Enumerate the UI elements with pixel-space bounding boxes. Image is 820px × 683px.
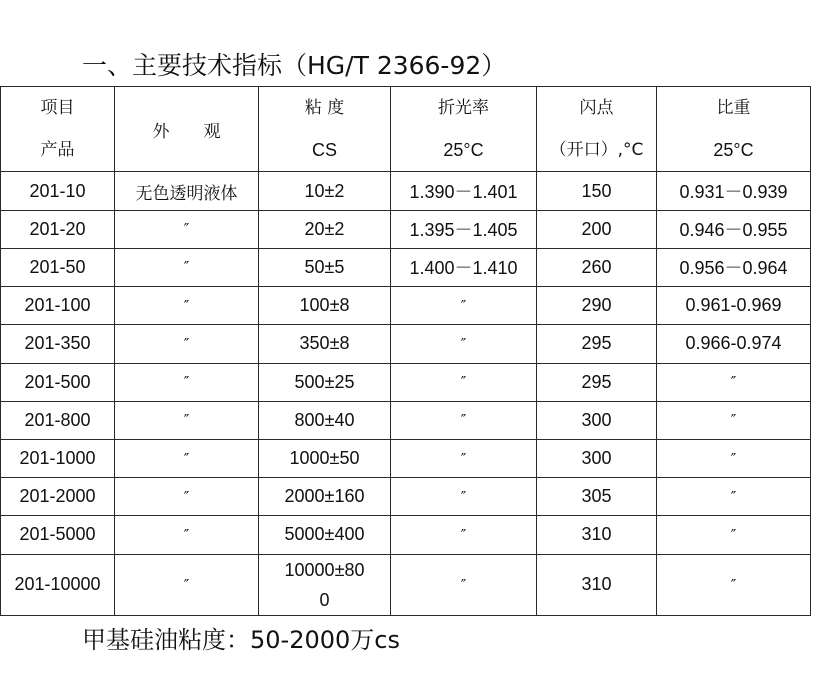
cell-viscosity: 350±8: [259, 325, 391, 363]
cell-refractive-index: ″: [391, 401, 537, 439]
header-viscosity-line-2: CS: [311, 140, 337, 161]
cell-flash-point: 260: [537, 248, 657, 286]
table-row: [1, 287, 811, 325]
cell-specific-gravity: ″: [657, 478, 811, 516]
cell-flash-point: 295: [537, 363, 657, 401]
cell-refractive-index: ″: [391, 287, 537, 325]
cell-product: 201-1000: [1, 439, 115, 477]
technical-spec-table: [0, 86, 811, 616]
cell-specific-gravity: ″: [657, 554, 811, 615]
cell-viscosity: 1000±50: [259, 439, 391, 477]
header-flash-point-line-1: 闪点: [579, 98, 614, 119]
cell-appearance: ″: [115, 363, 259, 401]
cell-viscosity: 10±2: [259, 172, 391, 210]
table-row: [1, 401, 811, 439]
cell-flash-point: 300: [537, 439, 657, 477]
spec-table-container: [0, 86, 810, 616]
table-row: [1, 248, 811, 286]
cell-viscosity: 500±25: [259, 363, 391, 401]
table-row: [1, 210, 811, 248]
cell-flash-point: 305: [537, 478, 657, 516]
header-refractive-index: [391, 87, 537, 172]
header-product-line-1: 项目: [40, 98, 75, 119]
footer-note: 甲基硅油粘度：50-2000万cs: [82, 626, 400, 654]
header-flash-point: [537, 87, 657, 172]
cell-product: 201-350: [1, 325, 115, 363]
cell-flash-point: 290: [537, 287, 657, 325]
header-appearance: [115, 87, 259, 172]
cell-flash-point: 295: [537, 325, 657, 363]
cell-refractive-index: ″: [391, 325, 537, 363]
cell-viscosity: 50±5: [259, 248, 391, 286]
cell-refractive-index: 1.390－1.401: [391, 172, 537, 210]
table-row: [1, 516, 811, 554]
table-row: [1, 478, 811, 516]
cell-appearance: ″: [115, 287, 259, 325]
cell-appearance: ″: [115, 516, 259, 554]
cell-appearance: ″: [115, 439, 259, 477]
cell-flash-point: 310: [537, 554, 657, 615]
cell-specific-gravity: 0.931－0.939: [657, 172, 811, 210]
cell-appearance: ″: [115, 554, 259, 615]
header-specific-gravity-line-1: 比重: [716, 98, 751, 119]
header-flash-point-line-2: （开口）,°C: [549, 140, 644, 161]
cell-product: 201-800: [1, 401, 115, 439]
cell-specific-gravity: ″: [657, 516, 811, 554]
cell-product: 201-100: [1, 287, 115, 325]
cell-refractive-index: ″: [391, 363, 537, 401]
cell-specific-gravity: ″: [657, 363, 811, 401]
header-appearance-label: 外观: [152, 121, 255, 142]
table-header-row: [1, 87, 811, 172]
cell-viscosity-line-2: 0: [319, 589, 330, 610]
cell-appearance: 无色透明液体: [115, 172, 259, 210]
cell-product: 201-10000: [1, 554, 115, 615]
cell-refractive-index: ″: [391, 516, 537, 554]
cell-specific-gravity: 0.946－0.955: [657, 210, 811, 248]
section-title: 一、主要技术指标（HG/T 2366-92）: [82, 51, 507, 80]
cell-flash-point: 300: [537, 401, 657, 439]
cell-product: 201-5000: [1, 516, 115, 554]
cell-appearance: ″: [115, 325, 259, 363]
cell-appearance: ″: [115, 478, 259, 516]
cell-viscosity: 5000±400: [259, 516, 391, 554]
cell-product: 201-20: [1, 210, 115, 248]
cell-appearance: ″: [115, 210, 259, 248]
cell-product: 201-500: [1, 363, 115, 401]
cell-appearance: ″: [115, 401, 259, 439]
cell-refractive-index: 1.400－1.410: [391, 248, 537, 286]
cell-refractive-index: ″: [391, 439, 537, 477]
header-refractive-index-line-2: 25°C: [443, 140, 484, 161]
header-viscosity-line-1: 粘 度: [304, 98, 345, 119]
cell-viscosity: 2000±160: [259, 478, 391, 516]
cell-appearance: ″: [115, 248, 259, 286]
table-row: [1, 172, 811, 210]
table-row: [1, 439, 811, 477]
cell-product: 201-2000: [1, 478, 115, 516]
cell-product: 201-50: [1, 248, 115, 286]
cell-viscosity-line-1: 10000±80: [284, 559, 365, 580]
cell-specific-gravity: 0.961-0.969: [657, 287, 811, 325]
table-row-last: [1, 554, 811, 615]
cell-viscosity: 20±2: [259, 210, 391, 248]
table-row: [1, 325, 811, 363]
cell-viscosity: 100±8: [259, 287, 391, 325]
cell-flash-point: 200: [537, 210, 657, 248]
header-product-line-2: 产品: [40, 140, 75, 161]
cell-viscosity: [259, 554, 391, 615]
header-product: [1, 87, 115, 172]
header-specific-gravity: [657, 87, 811, 172]
header-refractive-index-line-1: 折光率: [438, 98, 489, 119]
header-viscosity: [259, 87, 391, 172]
cell-refractive-index: ″: [391, 554, 537, 615]
cell-viscosity: 800±40: [259, 401, 391, 439]
cell-refractive-index: ″: [391, 478, 537, 516]
cell-specific-gravity: 0.956－0.964: [657, 248, 811, 286]
cell-refractive-index: 1.395－1.405: [391, 210, 537, 248]
cell-flash-point: 310: [537, 516, 657, 554]
cell-specific-gravity: ″: [657, 439, 811, 477]
cell-product: 201-10: [1, 172, 115, 210]
cell-flash-point: 150: [537, 172, 657, 210]
cell-specific-gravity: ″: [657, 401, 811, 439]
table-row: [1, 363, 811, 401]
cell-specific-gravity: 0.966-0.974: [657, 325, 811, 363]
header-specific-gravity-line-2: 25°C: [713, 140, 754, 161]
